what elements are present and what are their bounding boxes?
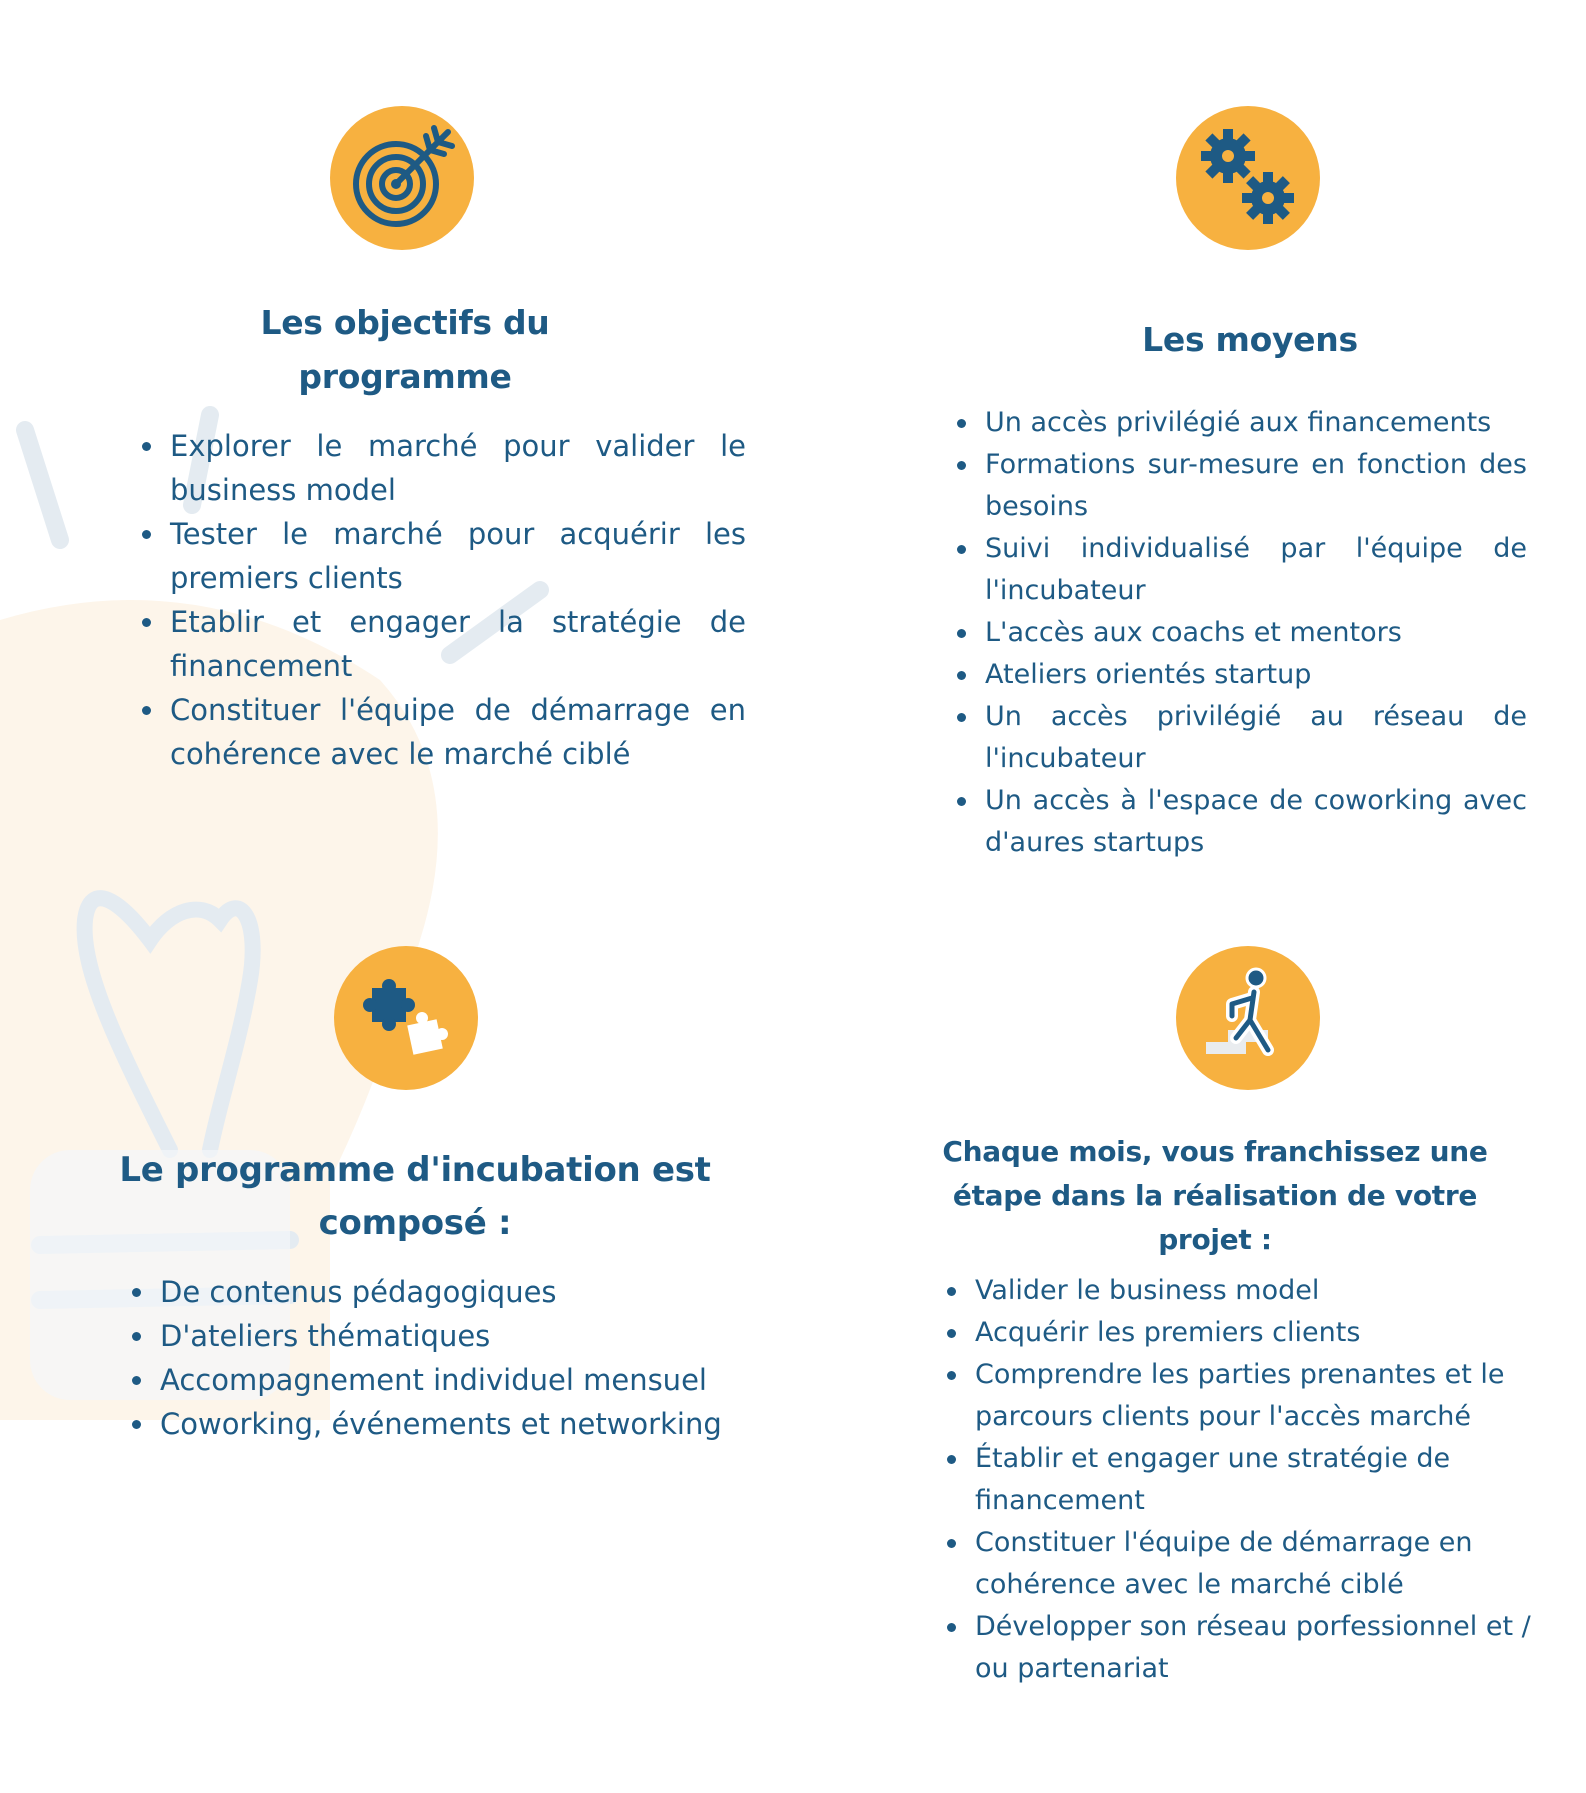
means-title-line: Les moyens <box>1142 320 1358 359</box>
list-item: Accompagnement individuel mensuel <box>130 1358 750 1402</box>
list-item: Suivi individualisé par l'équipe de l'incubateur <box>955 528 1527 612</box>
monthly-steps-title <box>930 1130 1500 1262</box>
list-item: Un accès à l'espace de coworking avec d'aures startups <box>955 780 1527 864</box>
list-item: Ateliers orientés startup <box>955 654 1527 696</box>
list-item: Un accès privilégié au réseau de l'incubateur <box>955 696 1527 780</box>
program-composition-title-line: Le programme d'incubation est <box>119 1150 711 1190</box>
program-composition-title <box>110 1144 720 1250</box>
list-item: Développer son réseau porfessionnel et / ou partenariat <box>945 1606 1535 1690</box>
list-item: Établir et engager une stratégie de financement <box>945 1438 1535 1522</box>
puzzle-icon <box>334 946 478 1090</box>
means-title <box>1000 316 1500 364</box>
program-composition-title-line: composé : <box>318 1203 512 1243</box>
objectives-title <box>170 296 640 404</box>
list-item: Etablir et engager la stratégie de financement <box>140 600 746 688</box>
target-arrow-icon <box>330 106 474 250</box>
list-item: Valider le business model <box>945 1270 1535 1312</box>
stairs-climber-icon <box>1176 946 1320 1090</box>
list-item: De contenus pédagogiques <box>130 1270 750 1314</box>
list-item: L'accès aux coachs et mentors <box>955 612 1527 654</box>
list-item: Un accès privilégié aux financements <box>955 402 1527 444</box>
monthly-steps-list <box>945 1270 1535 1690</box>
gears-icon <box>1176 106 1320 250</box>
program-composition-list <box>130 1270 750 1446</box>
list-item: Coworking, événements et networking <box>130 1402 750 1446</box>
monthly-steps-title-line: projet : <box>1158 1223 1272 1256</box>
monthly-steps-title-line: Chaque mois, vous franchissez une <box>942 1135 1488 1168</box>
list-item: D'ateliers thématiques <box>130 1314 750 1358</box>
list-item: Explorer le marché pour valider le business model <box>140 424 746 512</box>
objectives-title-line: programme <box>298 357 512 396</box>
list-item: Constituer l'équipe de démarrage en cohérence avec le marché ciblé <box>945 1522 1535 1606</box>
means-list <box>955 402 1527 864</box>
list-item: Constituer l'équipe de démarrage en cohérence avec le marché ciblé <box>140 688 746 776</box>
list-item: Comprendre les parties prenantes et le parcours clients pour l'accès marché <box>945 1354 1535 1438</box>
list-item: Tester le marché pour acquérir les premiers clients <box>140 512 746 600</box>
list-item: Formations sur-mesure en fonction des besoins <box>955 444 1527 528</box>
objectives-title-line: Les objectifs du <box>260 303 550 342</box>
list-item: Acquérir les premiers clients <box>945 1312 1535 1354</box>
objectives-list <box>140 424 746 776</box>
monthly-steps-title-line: étape dans la réalisation de votre <box>952 1179 1478 1212</box>
